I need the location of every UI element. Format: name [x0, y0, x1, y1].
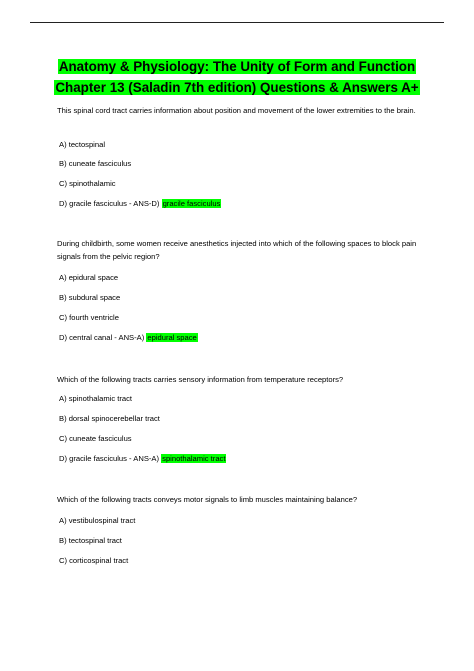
- title-line-2: Chapter 13 (Saladin 7th edition) Questions & Answers A+: [55, 80, 419, 95]
- option-c: C) corticospinal tract: [59, 556, 129, 565]
- option-a: A) vestibulospinal tract: [59, 516, 136, 525]
- option-b: B) dorsal spinocerebellar tract: [59, 414, 160, 423]
- option-d-label: D) gracile fasciculus - ANS-A): [59, 454, 160, 463]
- option-b: B) tectospinal tract: [59, 536, 122, 545]
- option-d-label: D) central canal - ANS-A): [59, 333, 145, 342]
- document-title: [36, 56, 438, 98]
- option-b: B) subdural space: [59, 293, 121, 302]
- option-c: C) fourth ventricle: [59, 313, 119, 322]
- answer-highlight: epidural space: [147, 333, 197, 342]
- option-c: C) cuneate fasciculus: [59, 434, 132, 443]
- question-text: During childbirth, some women receive anesthetics injected into which of the following spaces to block pain signals from the pelvic region?: [57, 239, 417, 261]
- option-a: A) tectospinal: [59, 140, 106, 149]
- option-d: [59, 199, 221, 209]
- option-a: A) epidural space: [59, 273, 119, 282]
- question-text: Which of the following tracts conveys motor signals to limb muscles maintaining balance?: [57, 495, 358, 504]
- option-c: C) spinothalamic: [59, 179, 116, 188]
- option-b: B) cuneate fasciculus: [59, 159, 132, 168]
- option-d: [59, 454, 226, 464]
- question-text: This spinal cord tract carries information about position and movement of the lower extremities to the brain.: [57, 106, 416, 115]
- option-a: A) spinothalamic tract: [59, 394, 133, 403]
- option-d: [59, 333, 198, 343]
- answer-highlight: spinothalamic tract: [162, 454, 226, 463]
- title-line-1: Anatomy & Physiology: The Unity of Form and Function: [58, 59, 416, 74]
- top-rule: [30, 22, 444, 23]
- answer-highlight: gracile fasciculus: [162, 199, 221, 208]
- question-text: Which of the following tracts carries sensory information from temperature receptors?: [57, 375, 344, 384]
- option-d-label: D) gracile fasciculus - ANS-D): [59, 199, 160, 208]
